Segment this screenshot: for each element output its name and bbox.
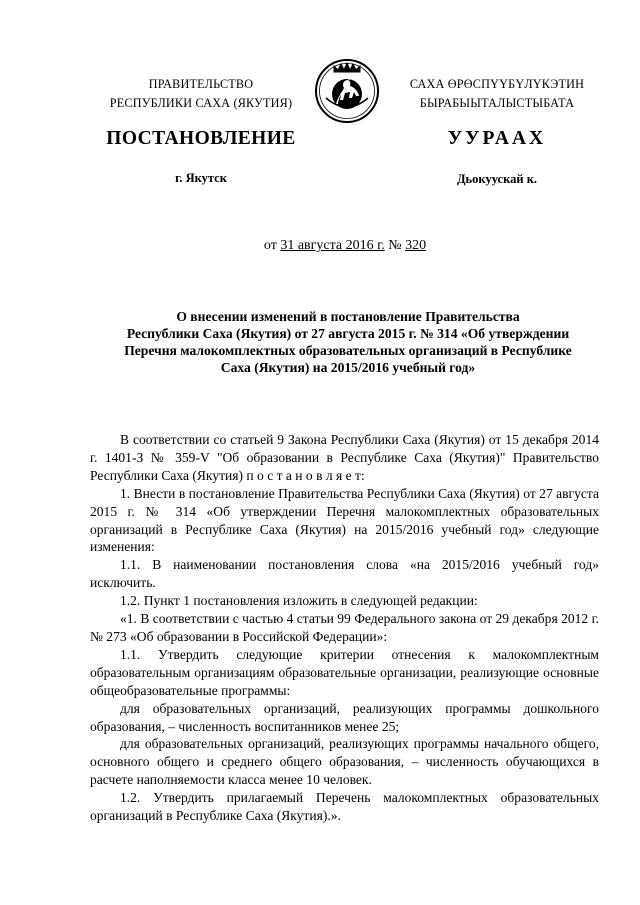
- subject-line: Республики Саха (Якутия) от 27 августа 2015 г. № 314 «Об утверждении: [126, 326, 570, 341]
- document-subject: [88, 308, 608, 376]
- paragraph-criteria: 1.1. Утвердить следующие критерии отнесения к малокомплектным образовательным организациям образовательные организации, реализующие основные общеобразовательные программы:: [90, 646, 599, 698]
- subject-line: Саха (Якутия) на 2015/2016 учебный год»: [220, 360, 476, 375]
- org-name-line: ПРАВИТЕЛЬСТВО: [148, 77, 254, 91]
- subject-line: О внесении изменений в постановление Правительства: [176, 309, 520, 324]
- paragraph-preschool: для образовательных организаций, реализующих программы дошкольного образования, – численность воспитанников менее 25;: [90, 700, 599, 734]
- city-yakut: Дьокуускай к.: [456, 172, 538, 186]
- paragraph-item-1-2: 1.2. Пункт 1 постановления изложить в следующей редакции:: [120, 593, 478, 609]
- number-label: №: [388, 238, 402, 253]
- doc-type-russian: ПОСТАНОВЛЕНИЕ: [106, 128, 296, 149]
- org-name-russian: [96, 75, 306, 113]
- subject-line: Перечня малокомплектных образовательных организаций в Республике: [124, 343, 572, 358]
- paragraph-item-1-1: 1.1. В наименовании постановления слова «на 2015/2016 учебный год» исключить.: [90, 557, 599, 591]
- city-russian: г. Якутск: [175, 171, 227, 185]
- paragraph-new-item-1: «1. В соответствии с частью 4 статьи 99 Федерального закона от 29 декабря 2012 г. № 273 «Об образовании в Российской Федерации»:: [90, 611, 599, 644]
- coat-of-arms-emblem: [314, 58, 380, 124]
- org-name-yakut: [392, 75, 602, 113]
- document-date: 31 августа 2016 г.: [280, 238, 385, 253]
- paragraph-item-1: 1. Внести в постановление Правительства Республики Саха (Якутия) от 27 августа 2015 г. № 314 «Об утверждении Перечня малокомплектных образовательных организаций в Республике Саха (Якутия) на 2015/2016 учебный год» следующие изменения:: [90, 485, 599, 555]
- date-prefix: от: [263, 238, 277, 253]
- org-name-line: САХА ӨРӨСПҮҮБҮЛҮКЭТИН: [409, 77, 585, 91]
- document-body: [90, 431, 599, 825]
- org-name-line: БЫРАБЫЫТАЛЫСТЫБАТА: [419, 96, 575, 110]
- document-date-number: [90, 238, 600, 254]
- paragraph-preamble: В соответствии со статьей 9 Закона Республики Саха (Якутия) от 15 декабря 2014 г. 1401-З № 359-V "Об образовании в Республике Саха (Якутия)" Правительство Республики Саха (Якутия) п о с т а н о в л я е т:: [90, 432, 599, 483]
- doc-type-yakut: УУРААХ: [447, 128, 547, 149]
- org-name-line: РЕСПУБЛИКИ САХА (ЯКУТИЯ): [109, 96, 293, 110]
- paragraph-general-education: для образовательных организаций, реализующих программы начального общего, основного общего и среднего общего образования, – численность обучающихся в расчете наполняемости класса менее 10 человек.: [90, 736, 599, 788]
- paragraph-approve-list: 1.2. Утвердить прилагаемый Перечень малокомплектных образовательных организаций в Республике Саха (Якутия).».: [90, 790, 599, 824]
- document-number: 320: [405, 238, 427, 253]
